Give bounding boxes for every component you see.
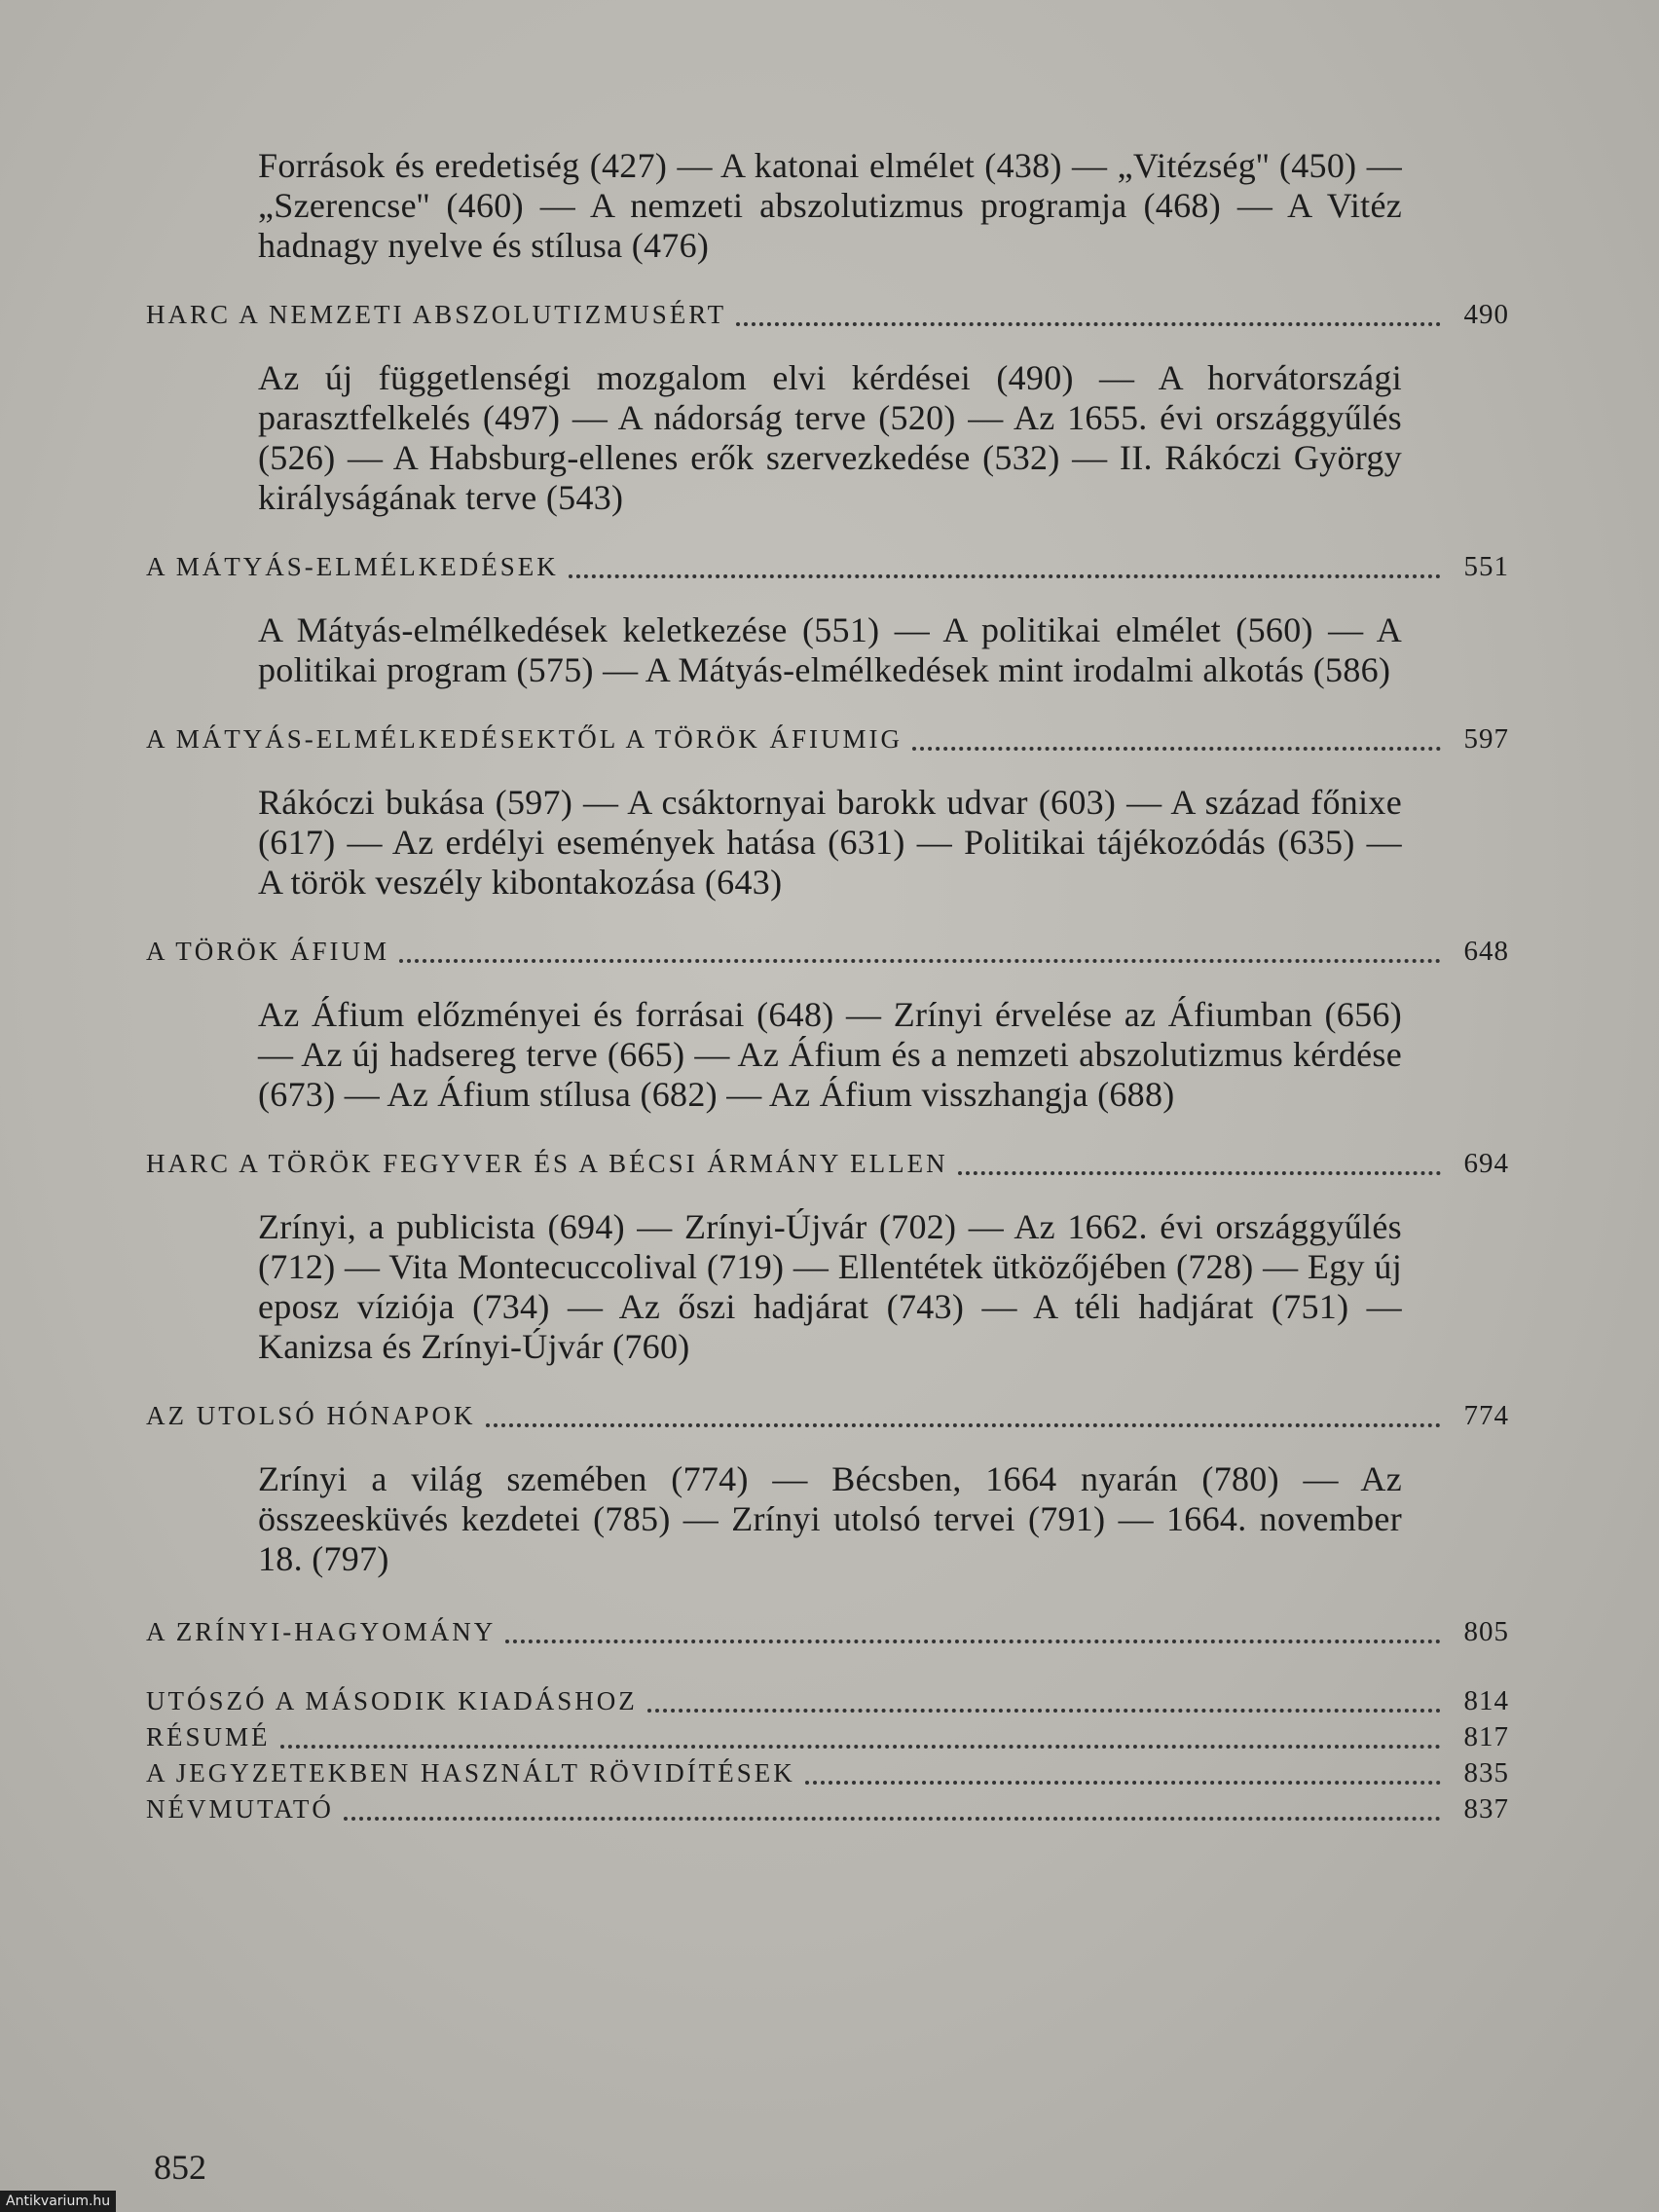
entry-page: 814 [1463, 1685, 1509, 1716]
page-number: 852 [154, 2148, 206, 2187]
chapter-title: HARC A TÖRÖK FEGYVER ÉS A BÉCSI ÁRMÁNY ELLEN [146, 1149, 948, 1178]
chapter-heading-2 [146, 551, 1509, 583]
final-entry-5 [146, 1793, 1509, 1825]
entry-page: 837 [1463, 1793, 1509, 1825]
chapter-page: 551 [1463, 551, 1509, 582]
entry-page: 805 [1463, 1616, 1509, 1647]
entry-title: NÉVMUTATÓ [146, 1794, 334, 1824]
chapter-title: AZ UTOLSÓ HÓNAPOK [146, 1401, 476, 1430]
leader-dots [399, 957, 1441, 963]
chapter-heading-6 [146, 1400, 1509, 1432]
entry-title: A JEGYZETEKBEN HASZNÁLT RÖVIDÍTÉSEK [146, 1758, 795, 1788]
final-entry-1 [146, 1616, 1509, 1648]
entry-title: A ZRÍNYI-HAGYOMÁNY [146, 1617, 497, 1646]
chapter-contents-2: A Mátyás-elmélkedések keletkezése (551) — A politikai elmélet (560) — A politikai program (575) — A Mátyás-elmélkedések mint irodalmi alkotás (586) [258, 610, 1402, 689]
leader-dots [505, 1638, 1441, 1643]
chapter-contents-6: Zrínyi a világ szemében (774) — Bécsben, 1664 nyarán (780) — Az összeesküvés kezdetei (785) — Zrínyi utolsó tervei (791) — 1664. november 18. (797) [258, 1459, 1402, 1578]
chapter-contents-4: Az Áfium előzményei és forrásai (648) — Zrínyi érvelése az Áfiumban (656) — Az új hadsereg terve (665) — Az Áfium és a nemzeti abszolutizmus kérdése (673) — Az Áfium stílusa (682) — Az Áfium visszhangja (688) [258, 995, 1402, 1114]
leader-dots [569, 572, 1441, 578]
leader-dots [805, 1779, 1441, 1785]
chapter-page: 490 [1463, 299, 1509, 330]
chapter-heading-5 [146, 1148, 1509, 1180]
chapter-page: 694 [1463, 1148, 1509, 1179]
leader-dots [486, 1421, 1441, 1427]
chapter-heading-1 [146, 299, 1509, 331]
intro-paragraph: Források és eredetiség (427) — A katonai elmélet (438) — „Vitézség'' (450) — „Szerencse'' (460) — A nemzeti abszolutizmus programja (468) — A Vitéz hadnagy nyelve és stílusa (476) [258, 146, 1402, 265]
table-of-contents [146, 146, 1509, 1825]
chapter-contents-5: Zrínyi, a publicista (694) — Zrínyi-Újvár (702) — Az 1662. évi országgyűlés (712) — Vita Montecuccolival (719) — Ellentétek ütközőjében (728) — Egy új eposz víziója (734) — Az őszi hadjárat (743) — A téli hadjárat (751) — Kanizsa és Zrínyi-Újvár (760) [258, 1207, 1402, 1366]
chapter-page: 597 [1463, 723, 1509, 755]
final-entry-4 [146, 1757, 1509, 1789]
chapter-title: A MÁTYÁS-ELMÉLKEDÉSEK [146, 552, 559, 581]
chapter-heading-4 [146, 936, 1509, 968]
leader-dots [958, 1169, 1441, 1175]
leader-dots [912, 745, 1441, 751]
entry-page: 835 [1463, 1757, 1509, 1788]
entry-page: 817 [1463, 1721, 1509, 1752]
leader-dots [280, 1743, 1441, 1749]
chapter-contents-3: Rákóczi bukása (597) — A csáktornyai barokk udvar (603) — A század főnixe (617) — Az erdélyi események hatása (631) — Politikai tájékozódás (635) — A török veszély kibontakozása (643) [258, 783, 1402, 902]
final-entry-2 [146, 1685, 1509, 1717]
entry-title: UTÓSZÓ A MÁSODIK KIADÁSHOZ [146, 1686, 638, 1715]
chapter-page: 774 [1463, 1400, 1509, 1431]
entry-title: RÉSUMÉ [146, 1722, 271, 1751]
watermark: Antikvarium.hu [0, 2191, 116, 2212]
chapter-title: A TÖRÖK ÁFIUM [146, 937, 390, 966]
leader-dots [344, 1815, 1441, 1821]
chapter-title: A MÁTYÁS-ELMÉLKEDÉSEKTŐL A TÖRÖK ÁFIUMIG [146, 724, 903, 754]
chapter-contents-1: Az új függetlenségi mozgalom elvi kérdései (490) — A horvátországi parasztfelkelés (497) — A nádorság terve (520) — Az 1655. évi országgyűlés (526) — A Habsburg-ellenes erők szervezkedése (532) — II. Rákóczi György királyságának terve (543) [258, 358, 1402, 517]
chapter-heading-3 [146, 723, 1509, 756]
chapter-title: HARC A NEMZETI ABSZOLUTIZMUSÉRT [146, 300, 727, 329]
final-entry-3 [146, 1721, 1509, 1753]
leader-dots [736, 320, 1441, 326]
chapter-page: 648 [1463, 936, 1509, 967]
leader-dots [647, 1707, 1441, 1713]
